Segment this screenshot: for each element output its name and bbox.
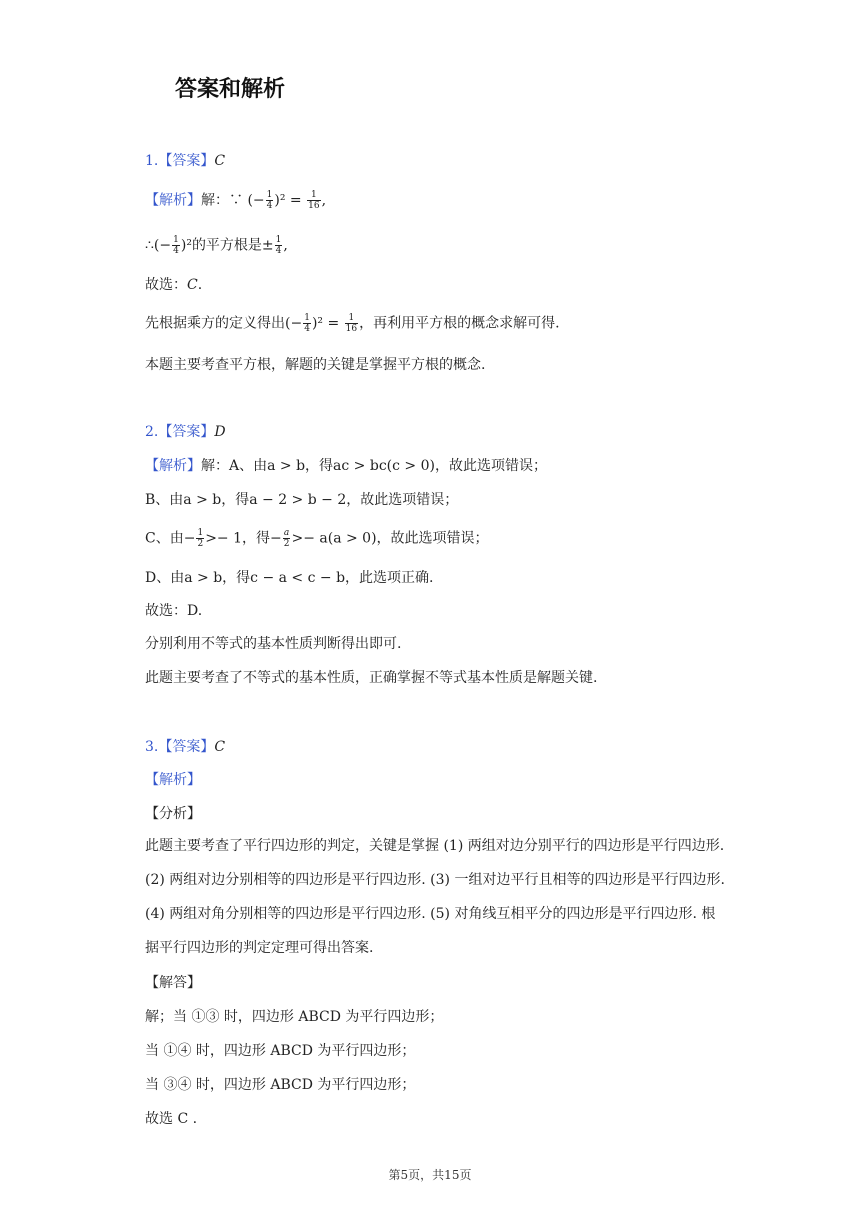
q1-exp-2: )² — [180, 237, 192, 254]
q1-choose-text: 故选： — [145, 277, 187, 293]
q1-answer-line — [145, 151, 225, 171]
q1-root-line — [145, 235, 288, 256]
q1-frac-quarter-4: $\frac{1}{4}$ — [304, 313, 310, 334]
q2-number: 2. — [145, 424, 159, 440]
q3-choose: 故选 C . — [145, 1111, 198, 1127]
q1-analysis-line — [145, 190, 326, 211]
q3-analysis-paragraph: 此题主要考查了平行四边形的判定，关键是掌握 (1) 两组对边分别平行的四边形是平行四边形. (2) 两组对边分别相等的四边形是平行四边形. (3) 一组对边平行且相等的四边形是平行四边形. (4) 两组对角分别相等的四边形是平行四边形. (5) 对角线互相平分的四边形是平行四边形. 根据平行四边形的判定定理可得出答案. — [145, 838, 725, 956]
q1-eq-open: (− — [247, 192, 265, 209]
q1-root-text: 的平方根是± — [191, 237, 274, 254]
q2-summary: 此题主要考查了不等式的基本性质，正确掌握不等式基本性质是解题关键. — [145, 670, 598, 686]
q2-line-c-mid1: >− 1，得− — [205, 530, 282, 547]
q2-answer-line — [145, 422, 226, 442]
q1-summary: 本题主要考查平方根，解题的关键是掌握平方根的概念. — [145, 357, 486, 373]
q1-explain-equals: = — [323, 315, 344, 332]
q2-answer-tag: 【答案】 — [158, 424, 215, 440]
q2-line-b: B、由a > b，得a − 2 > b − 2，故此选项错误； — [145, 492, 459, 508]
q2-line-c-mid2: >− a(a > 0)，故此选项错误； — [291, 530, 489, 547]
q2-frac-a-half: $\frac{a}{2}$ — [283, 528, 290, 549]
q3-answer-tag: 【答案】 — [158, 739, 215, 755]
q1-comma-2: , — [283, 237, 288, 254]
q3-number: 3. — [145, 739, 159, 755]
q1-number: 1. — [145, 153, 159, 169]
q2-line-d: D、由a > b，得c − a < c − b，此选项正确. — [145, 570, 434, 586]
q2-line-a-text: 解：A、由a > b，得ac > bc(c > 0)，故此选项错误； — [201, 458, 547, 474]
q1-frac-quarter: $\frac{1}{4}$ — [266, 190, 273, 211]
q1-frac-sixteenth: $\frac{1}{16}$ — [308, 190, 320, 211]
q1-choose-value: C — [187, 277, 198, 293]
q1-frac-quarter-3: $\frac{1}{4}$ — [275, 235, 282, 256]
q3-fenxi-tag: 【分析】 — [145, 806, 201, 822]
q2-analysis-tag: 【解析】 — [145, 458, 201, 474]
q2-frac-half: $\frac{1}{2}$ — [197, 528, 204, 549]
q2-line-a — [145, 456, 547, 476]
q1-answer-tag: 【答案】 — [158, 153, 215, 169]
q2-line-c — [145, 528, 489, 549]
page-footer: 第5页，共15页 — [388, 1168, 472, 1182]
q1-explain-post: ，再利用平方根的概念求解可得. — [359, 315, 560, 332]
q1-eq-equals: = — [285, 192, 307, 209]
q1-open-paren: (− — [153, 237, 172, 254]
q3-jieda-tag: 【解答】 — [145, 975, 201, 991]
q1-period: . — [197, 277, 203, 293]
q3-answer-line — [145, 737, 225, 757]
q1-answer-value: C — [214, 153, 226, 169]
q1-therefore: ∴ — [145, 237, 154, 254]
q3-answer-value: C — [214, 739, 226, 755]
q2-choose: 故选：D. — [145, 603, 203, 619]
q2-explain: 分别利用不等式的基本性质判断得出即可. — [145, 636, 402, 652]
q2-answer-value: D — [214, 424, 226, 440]
q1-explain-exp: )² — [311, 315, 324, 332]
q3-analysis-tag: 【解析】 — [145, 772, 201, 788]
q1-frac-quarter-2: $\frac{1}{4}$ — [173, 235, 179, 256]
q1-analysis-tag: 【解析】 — [145, 192, 201, 209]
q1-choose-line — [145, 275, 202, 295]
q3-solution-3: 当 ③④ 时，四边形 ABCD 为平行四边形； — [145, 1077, 416, 1093]
q1-explain-line — [145, 313, 560, 334]
q1-explain-open: (− — [285, 315, 303, 332]
q1-comma: , — [321, 192, 327, 209]
q1-jie-text: 解：∵ — [201, 192, 243, 209]
q3-solution-1: 解；当 ①③ 时，四边形 ABCD 为平行四边形； — [145, 1009, 444, 1025]
page-title: 答案和解析 — [175, 77, 286, 102]
q3-solution-2: 当 ①④ 时，四边形 ABCD 为平行四边形； — [145, 1043, 416, 1059]
q1-explain-pre: 先根据乘方的定义得出 — [145, 315, 285, 332]
q2-line-c-pre: C、由− — [145, 530, 196, 547]
q1-eq-exp: )² — [274, 192, 286, 209]
q1-frac-sixteenth-2: $\frac{1}{16}$ — [345, 313, 358, 334]
